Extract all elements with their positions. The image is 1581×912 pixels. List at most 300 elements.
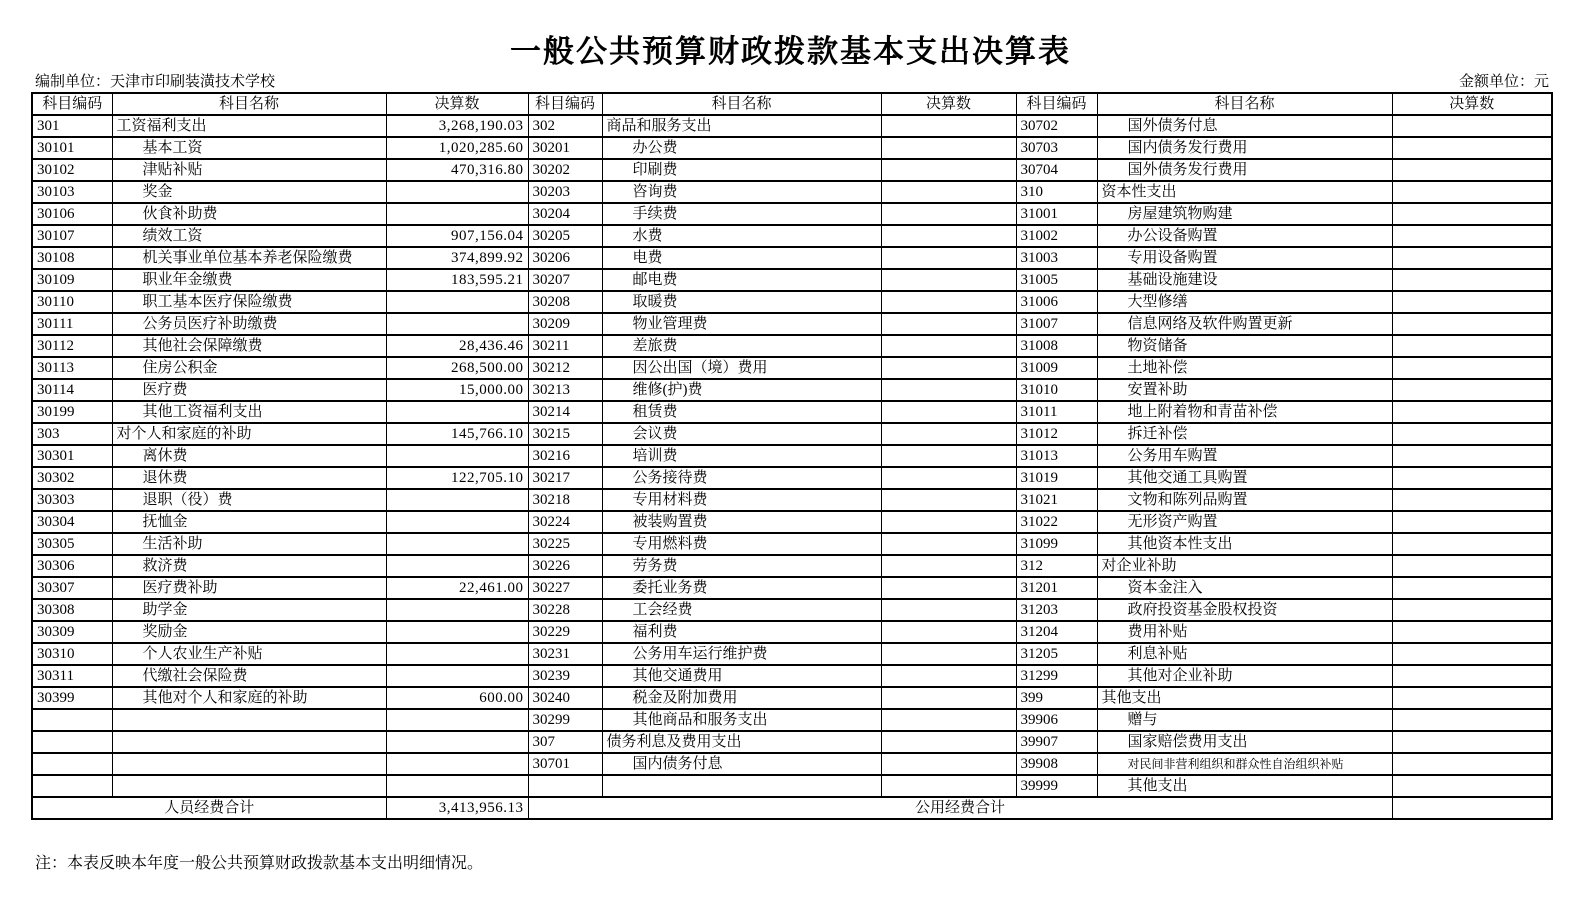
amount-cell <box>1392 401 1552 423</box>
amount-cell <box>386 643 528 665</box>
amount-cell <box>881 643 1016 665</box>
table-row <box>32 643 1552 665</box>
table-row <box>32 731 1552 753</box>
amount-cell <box>386 445 528 467</box>
subject-code-cell: 30701 <box>528 753 602 775</box>
amount-cell: 1,020,285.60 <box>386 137 528 159</box>
subject-code-cell: 30111 <box>32 313 112 335</box>
subject-code-cell: 31002 <box>1016 225 1097 247</box>
subject-code-cell: 30216 <box>528 445 602 467</box>
subject-code-cell: 31299 <box>1016 665 1097 687</box>
subject-name-cell: 其他支出 <box>1097 687 1392 709</box>
amount-cell <box>386 203 528 225</box>
amount-cell <box>386 291 528 313</box>
subject-code-cell: 30308 <box>32 599 112 621</box>
subject-name-cell <box>602 775 881 797</box>
subject-code-cell: 30215 <box>528 423 602 445</box>
subject-code-cell: 30225 <box>528 533 602 555</box>
public-total-value <box>1392 797 1552 819</box>
subject-code-cell: 30305 <box>32 533 112 555</box>
subject-code-cell: 39999 <box>1016 775 1097 797</box>
amount-cell <box>881 577 1016 599</box>
totals-row <box>32 797 1552 819</box>
subject-code-cell: 30114 <box>32 379 112 401</box>
subject-code-cell: 30228 <box>528 599 602 621</box>
amount-cell <box>881 115 1016 137</box>
subject-name-cell: 无形资产购置 <box>1097 511 1392 533</box>
subject-name-cell: 公务用车运行维护费 <box>602 643 881 665</box>
amount-cell <box>1392 203 1552 225</box>
subject-code-cell: 30309 <box>32 621 112 643</box>
amount-cell <box>881 555 1016 577</box>
subject-name-cell: 对民间非营利组织和群众性自治组织补贴 <box>1097 753 1392 775</box>
subject-name-cell: 维修(护)费 <box>602 379 881 401</box>
subject-code-cell: 30202 <box>528 159 602 181</box>
subject-code-cell: 310 <box>1016 181 1097 203</box>
amount-cell <box>386 709 528 731</box>
amount-cell <box>1392 379 1552 401</box>
subject-name-cell: 其他社会保障缴费 <box>112 335 386 357</box>
subject-code-cell: 30208 <box>528 291 602 313</box>
subject-name-cell: 国内债务发行费用 <box>1097 137 1392 159</box>
column-header-value: 决算数 <box>881 93 1016 115</box>
subject-code-cell: 39906 <box>1016 709 1097 731</box>
amount-cell <box>386 621 528 643</box>
subject-code-cell: 30107 <box>32 225 112 247</box>
amount-cell: 3,268,190.03 <box>386 115 528 137</box>
subject-code-cell: 31099 <box>1016 533 1097 555</box>
table-row <box>32 577 1552 599</box>
subject-name-cell <box>112 753 386 775</box>
subject-code-cell: 30703 <box>1016 137 1097 159</box>
subject-code-cell: 30218 <box>528 489 602 511</box>
amount-cell <box>881 269 1016 291</box>
amount-cell <box>1392 555 1552 577</box>
amount-cell <box>881 335 1016 357</box>
subject-code-cell: 31022 <box>1016 511 1097 533</box>
subject-code-cell: 31007 <box>1016 313 1097 335</box>
subject-name-cell: 国内债务付息 <box>602 753 881 775</box>
amount-cell <box>1392 709 1552 731</box>
subject-name-cell: 退休费 <box>112 467 386 489</box>
amount-cell: 470,316.80 <box>386 159 528 181</box>
table-row <box>32 621 1552 643</box>
subject-name-cell <box>112 709 386 731</box>
subject-code-cell: 30203 <box>528 181 602 203</box>
subject-name-cell: 电费 <box>602 247 881 269</box>
table-row <box>32 379 1552 401</box>
table-row <box>32 313 1552 335</box>
subject-name-cell: 国外债务发行费用 <box>1097 159 1392 181</box>
column-header-name: 科目名称 <box>602 93 881 115</box>
subject-name-cell: 津贴补贴 <box>112 159 386 181</box>
subject-code-cell: 31001 <box>1016 203 1097 225</box>
subject-code-cell: 30214 <box>528 401 602 423</box>
amount-cell <box>1392 599 1552 621</box>
subject-code-cell: 399 <box>1016 687 1097 709</box>
amount-cell <box>1392 291 1552 313</box>
subject-name-cell: 代缴社会保险费 <box>112 665 386 687</box>
subject-code-cell: 30239 <box>528 665 602 687</box>
subject-code-cell: 31205 <box>1016 643 1097 665</box>
subject-name-cell: 职工基本医疗保险缴费 <box>112 291 386 313</box>
subject-name-cell: 基本工资 <box>112 137 386 159</box>
subject-name-cell: 政府投资基金股权投资 <box>1097 599 1392 621</box>
amount-cell <box>386 731 528 753</box>
subject-code-cell: 30229 <box>528 621 602 643</box>
amount-cell <box>386 533 528 555</box>
subject-name-cell: 利息补贴 <box>1097 643 1392 665</box>
subject-code-cell: 30209 <box>528 313 602 335</box>
amount-cell <box>881 731 1016 753</box>
subject-name-cell <box>112 775 386 797</box>
subject-name-cell: 医疗费 <box>112 379 386 401</box>
amount-cell <box>881 159 1016 181</box>
table-footer <box>32 797 1552 819</box>
column-header-value: 决算数 <box>1392 93 1552 115</box>
subject-name-cell: 因公出国（境）费用 <box>602 357 881 379</box>
subject-name-cell: 其他工资福利支出 <box>112 401 386 423</box>
subject-code-cell: 30106 <box>32 203 112 225</box>
subject-code-cell: 30213 <box>528 379 602 401</box>
subject-code-cell: 30299 <box>528 709 602 731</box>
column-header-name: 科目名称 <box>1097 93 1392 115</box>
amount-cell <box>881 533 1016 555</box>
table-row <box>32 533 1552 555</box>
subject-code-cell: 307 <box>528 731 602 753</box>
table-note: 注：本表反映本年度一般公共预算财政拨款基本支出明细情况。 <box>35 855 484 872</box>
table-row <box>32 599 1552 621</box>
amount-cell <box>1392 357 1552 379</box>
amount-cell <box>1392 489 1552 511</box>
table-row <box>32 357 1552 379</box>
amount-cell: 28,436.46 <box>386 335 528 357</box>
amount-cell <box>1392 159 1552 181</box>
subject-name-cell: 其他支出 <box>1097 775 1392 797</box>
personnel-total-value: 3,413,956.13 <box>386 797 528 819</box>
subject-name-cell: 商品和服务支出 <box>602 115 881 137</box>
subject-code-cell: 31005 <box>1016 269 1097 291</box>
table-row <box>32 269 1552 291</box>
subject-code-cell: 30704 <box>1016 159 1097 181</box>
subject-code-cell: 30240 <box>528 687 602 709</box>
amount-cell <box>1392 687 1552 709</box>
amount-cell <box>881 467 1016 489</box>
amount-cell <box>881 753 1016 775</box>
subject-code-cell <box>32 709 112 731</box>
subject-code-cell: 30204 <box>528 203 602 225</box>
table-row <box>32 489 1552 511</box>
subject-name-cell: 其他商品和服务支出 <box>602 709 881 731</box>
subject-name-cell: 国家赔偿费用支出 <box>1097 731 1392 753</box>
subject-code-cell: 39907 <box>1016 731 1097 753</box>
table-row <box>32 555 1552 577</box>
subject-code-cell: 31019 <box>1016 467 1097 489</box>
subject-name-cell: 工资福利支出 <box>112 115 386 137</box>
subject-name-cell: 福利费 <box>602 621 881 643</box>
amount-cell <box>881 203 1016 225</box>
amount-cell <box>881 379 1016 401</box>
amount-cell <box>386 313 528 335</box>
amount-cell <box>881 357 1016 379</box>
table-row <box>32 181 1552 203</box>
subject-name-cell: 文物和陈列品购置 <box>1097 489 1392 511</box>
subject-name-cell: 委托业务费 <box>602 577 881 599</box>
subject-name-cell: 房屋建筑物购建 <box>1097 203 1392 225</box>
amount-cell <box>386 555 528 577</box>
column-header-code: 科目编码 <box>32 93 112 115</box>
table-row <box>32 401 1552 423</box>
amount-cell <box>1392 621 1552 643</box>
column-header-code: 科目编码 <box>528 93 602 115</box>
amount-cell: 22,461.00 <box>386 577 528 599</box>
table-row <box>32 159 1552 181</box>
subject-name-cell: 培训费 <box>602 445 881 467</box>
amount-cell <box>1392 665 1552 687</box>
subject-name-cell: 对企业补助 <box>1097 555 1392 577</box>
amount-cell <box>1392 533 1552 555</box>
subject-code-cell: 30303 <box>32 489 112 511</box>
subject-code-cell: 39908 <box>1016 753 1097 775</box>
subject-code-cell: 30307 <box>32 577 112 599</box>
subject-code-cell: 31013 <box>1016 445 1097 467</box>
amount-cell <box>881 423 1016 445</box>
amount-cell <box>1392 269 1552 291</box>
subject-code-cell: 30306 <box>32 555 112 577</box>
subject-name-cell: 信息网络及软件购置更新 <box>1097 313 1392 335</box>
subject-name-cell: 离休费 <box>112 445 386 467</box>
table-row <box>32 445 1552 467</box>
table-row <box>32 247 1552 269</box>
amount-cell <box>1392 181 1552 203</box>
amount-cell <box>386 665 528 687</box>
subject-code-cell: 31203 <box>1016 599 1097 621</box>
subject-code-cell: 30226 <box>528 555 602 577</box>
subject-name-cell: 绩效工资 <box>112 225 386 247</box>
subject-name-cell: 其他交通工具购置 <box>1097 467 1392 489</box>
subject-name-cell: 办公设备购置 <box>1097 225 1392 247</box>
amount-cell <box>1392 423 1552 445</box>
subject-code-cell: 30399 <box>32 687 112 709</box>
table-row <box>32 423 1552 445</box>
subject-name-cell: 医疗费补助 <box>112 577 386 599</box>
amount-cell <box>1392 511 1552 533</box>
subject-name-cell: 伙食补助费 <box>112 203 386 225</box>
amount-cell: 374,899.92 <box>386 247 528 269</box>
subject-code-cell: 31201 <box>1016 577 1097 599</box>
table-row <box>32 291 1552 313</box>
subject-name-cell: 其他对个人和家庭的补助 <box>112 687 386 709</box>
subject-name-cell: 安置补助 <box>1097 379 1392 401</box>
amount-cell <box>1392 247 1552 269</box>
subject-name-cell: 机关事业单位基本养老保险缴费 <box>112 247 386 269</box>
amount-cell <box>1392 335 1552 357</box>
table-row <box>32 687 1552 709</box>
subject-name-cell: 被装购置费 <box>602 511 881 533</box>
subject-name-cell: 赠与 <box>1097 709 1392 731</box>
public-total-label: 公用经费合计 <box>528 797 1392 819</box>
amount-cell: 145,766.10 <box>386 423 528 445</box>
subject-name-cell: 职业年金缴费 <box>112 269 386 291</box>
table-header <box>32 93 1552 115</box>
amount-cell <box>386 775 528 797</box>
subject-code-cell: 30224 <box>528 511 602 533</box>
subject-name-cell: 税金及附加费用 <box>602 687 881 709</box>
amount-cell <box>1392 313 1552 335</box>
amount-cell <box>881 687 1016 709</box>
subject-code-cell: 30311 <box>32 665 112 687</box>
amount-cell <box>1392 775 1552 797</box>
amount-cell <box>386 181 528 203</box>
amount-cell <box>1392 445 1552 467</box>
subject-code-cell: 30102 <box>32 159 112 181</box>
subject-name-cell: 其他资本性支出 <box>1097 533 1392 555</box>
subject-name-cell: 印刷费 <box>602 159 881 181</box>
subject-name-cell: 债务利息及费用支出 <box>602 731 881 753</box>
amount-cell <box>881 621 1016 643</box>
amount-cell <box>1392 225 1552 247</box>
amount-cell <box>881 181 1016 203</box>
table-row <box>32 709 1552 731</box>
amount-cell <box>386 401 528 423</box>
subject-name-cell: 拆迁补偿 <box>1097 423 1392 445</box>
subject-name-cell: 住房公积金 <box>112 357 386 379</box>
amount-cell <box>1392 753 1552 775</box>
amount-cell <box>386 599 528 621</box>
subject-name-cell: 会议费 <box>602 423 881 445</box>
subject-name-cell: 专用设备购置 <box>1097 247 1392 269</box>
amount-cell <box>386 489 528 511</box>
subject-name-cell: 救济费 <box>112 555 386 577</box>
subject-name-cell: 租赁费 <box>602 401 881 423</box>
subject-name-cell: 基础设施建设 <box>1097 269 1392 291</box>
subject-code-cell: 30702 <box>1016 115 1097 137</box>
subject-name-cell: 助学金 <box>112 599 386 621</box>
subject-code-cell: 31204 <box>1016 621 1097 643</box>
subject-name-cell: 资本性支出 <box>1097 181 1392 203</box>
subject-code-cell: 30108 <box>32 247 112 269</box>
amount-cell: 122,705.10 <box>386 467 528 489</box>
amount-cell <box>881 247 1016 269</box>
subject-name-cell: 抚恤金 <box>112 511 386 533</box>
table-row <box>32 511 1552 533</box>
subject-name-cell: 公务员医疗补助缴费 <box>112 313 386 335</box>
amount-cell <box>881 291 1016 313</box>
subject-name-cell: 办公费 <box>602 137 881 159</box>
subject-name-cell: 对个人和家庭的补助 <box>112 423 386 445</box>
amount-cell <box>1392 115 1552 137</box>
subject-name-cell: 退职（役）费 <box>112 489 386 511</box>
amount-cell: 268,500.00 <box>386 357 528 379</box>
subject-name-cell: 差旅费 <box>602 335 881 357</box>
table-row <box>32 665 1552 687</box>
subject-name-cell: 劳务费 <box>602 555 881 577</box>
subject-name-cell: 大型修缮 <box>1097 291 1392 313</box>
subject-name-cell: 奖励金 <box>112 621 386 643</box>
subject-name-cell: 咨询费 <box>602 181 881 203</box>
subject-code-cell: 30103 <box>32 181 112 203</box>
subject-name-cell: 工会经费 <box>602 599 881 621</box>
subject-code-cell: 30310 <box>32 643 112 665</box>
amount-cell <box>881 599 1016 621</box>
amount-unit-label: 金额单位：元 <box>1458 74 1549 90</box>
amount-cell <box>881 225 1016 247</box>
subject-name-cell: 土地补偿 <box>1097 357 1392 379</box>
amount-cell <box>881 709 1016 731</box>
subject-code-cell: 301 <box>32 115 112 137</box>
amount-cell <box>1392 467 1552 489</box>
amount-cell <box>386 511 528 533</box>
subject-name-cell: 公务接待费 <box>602 467 881 489</box>
column-header-value: 决算数 <box>386 93 528 115</box>
subject-name-cell: 费用补贴 <box>1097 621 1392 643</box>
expenditure-table <box>31 92 1553 820</box>
subject-code-cell: 303 <box>32 423 112 445</box>
amount-cell <box>881 489 1016 511</box>
subject-code-cell: 30217 <box>528 467 602 489</box>
subject-code-cell: 31003 <box>1016 247 1097 269</box>
amount-cell <box>881 313 1016 335</box>
subject-name-cell: 生活补助 <box>112 533 386 555</box>
subject-code-cell: 30112 <box>32 335 112 357</box>
subject-code-cell: 30301 <box>32 445 112 467</box>
amount-cell <box>881 445 1016 467</box>
table-row <box>32 115 1552 137</box>
amount-cell <box>1392 731 1552 753</box>
subject-name-cell: 奖金 <box>112 181 386 203</box>
subject-name-cell: 公务用车购置 <box>1097 445 1392 467</box>
subject-code-cell: 30206 <box>528 247 602 269</box>
amount-cell: 600.00 <box>386 687 528 709</box>
amount-cell: 907,156.04 <box>386 225 528 247</box>
amount-cell: 183,595.21 <box>386 269 528 291</box>
subject-name-cell: 专用燃料费 <box>602 533 881 555</box>
subject-name-cell: 其他交通费用 <box>602 665 881 687</box>
amount-cell <box>881 775 1016 797</box>
subject-code-cell: 30110 <box>32 291 112 313</box>
compiling-unit-label: 编制单位：天津市印刷装潢技术学校 <box>35 74 276 90</box>
subject-code-cell: 30101 <box>32 137 112 159</box>
subject-name-cell: 水费 <box>602 225 881 247</box>
amount-cell <box>386 753 528 775</box>
subject-code-cell: 30113 <box>32 357 112 379</box>
subject-code-cell: 30211 <box>528 335 602 357</box>
header-row <box>32 93 1552 115</box>
amount-cell <box>881 665 1016 687</box>
subject-code-cell: 30227 <box>528 577 602 599</box>
subject-code-cell: 302 <box>528 115 602 137</box>
table-row <box>32 203 1552 225</box>
personnel-total-label: 人员经费合计 <box>32 797 386 819</box>
subject-code-cell: 30199 <box>32 401 112 423</box>
subject-code-cell: 30231 <box>528 643 602 665</box>
subject-name-cell: 专用材料费 <box>602 489 881 511</box>
subject-code-cell <box>32 753 112 775</box>
amount-cell <box>1392 577 1552 599</box>
subject-name-cell: 地上附着物和青苗补偿 <box>1097 401 1392 423</box>
table-row <box>32 225 1552 247</box>
subject-name-cell: 物资储备 <box>1097 335 1392 357</box>
subject-code-cell: 30205 <box>528 225 602 247</box>
subject-name-cell: 国外债务付息 <box>1097 115 1392 137</box>
subject-code-cell: 31010 <box>1016 379 1097 401</box>
subject-code-cell <box>528 775 602 797</box>
page-title: 一般公共预算财政拨款基本支出决算表 <box>510 34 1071 69</box>
subject-code-cell: 31011 <box>1016 401 1097 423</box>
subject-code-cell: 31008 <box>1016 335 1097 357</box>
meta-row <box>31 70 1551 90</box>
subject-name-cell: 物业管理费 <box>602 313 881 335</box>
